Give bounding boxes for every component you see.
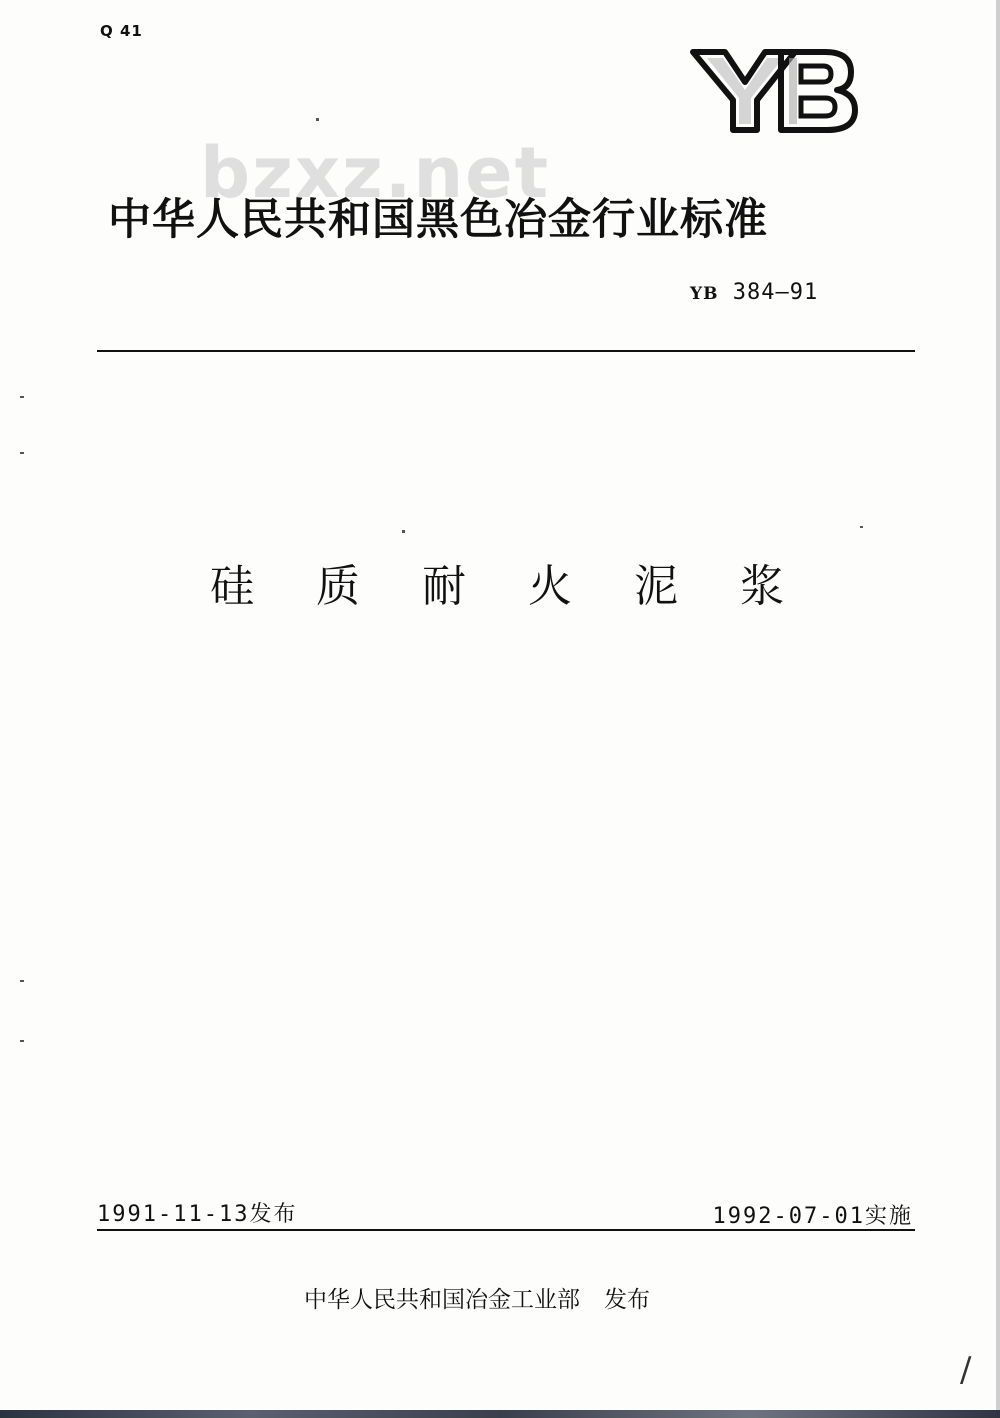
classification-code: Q 41 (100, 22, 143, 40)
publisher-line (304, 1281, 650, 1314)
standard-code: 384—91 (732, 280, 819, 305)
scan-speck (20, 396, 24, 398)
yb-logo-icon (685, 40, 865, 140)
standard-title: 中华人民共和国黑色冶金行业标准 (108, 195, 768, 245)
page-corner-mark: / (960, 1350, 972, 1390)
page-edge-right (996, 0, 1000, 1418)
page-edge-bottom (0, 1410, 1000, 1418)
publisher-name: 中华人民共和国冶金工业部 (304, 1287, 580, 1313)
watermark-text: bzxz.net (200, 132, 551, 214)
publish-label: 发布 (604, 1287, 650, 1313)
document-title: 硅质耐火泥浆 (210, 561, 846, 612)
scan-speck (20, 452, 24, 454)
top-divider (97, 350, 915, 352)
standard-number (690, 280, 818, 305)
issue-date: 1991-11-13发布 (97, 1202, 298, 1227)
scan-speck (860, 526, 863, 528)
scan-speck (402, 530, 405, 533)
scan-speck (316, 118, 319, 121)
scan-speck (20, 980, 24, 982)
bottom-divider (97, 1229, 915, 1231)
implementation-date: 1992-07-01实施 (712, 1204, 913, 1229)
scan-speck (20, 1040, 24, 1042)
standard-prefix: YB (690, 284, 719, 304)
